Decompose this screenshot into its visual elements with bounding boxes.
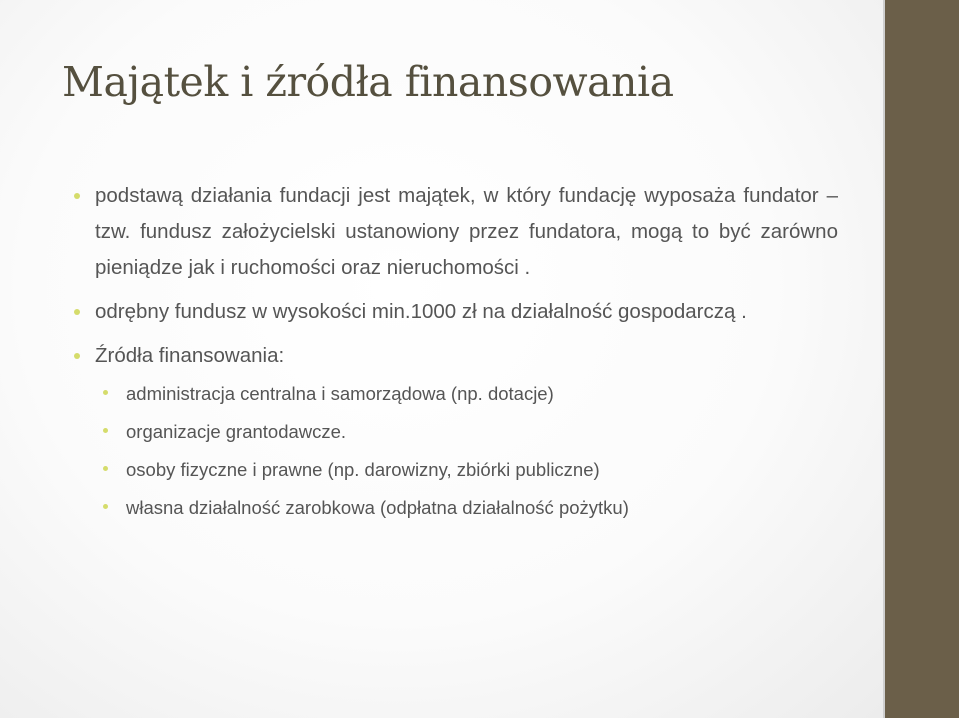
bullet-text: podstawą działania fundacji jest majątek, w który fundację wyposaża fundator – tzw. fundusz założycielski ustanowiony przez fundatora, mogą to być zarówno pieniądze jak i ruchomości oraz nieruchomości . (95, 184, 838, 279)
sub-bullet-item (70, 414, 838, 450)
sub-bullet-text: osoby fizyczne i prawne (np. darowizny, zbiórki publiczne) (126, 459, 600, 480)
sub-bullet-item (70, 376, 838, 412)
bullet-item (70, 294, 838, 330)
bullet-dot-icon (74, 193, 80, 199)
sub-bullet-dot-icon (103, 390, 108, 395)
sub-bullet-text: organizacje grantodawcze. (126, 421, 347, 442)
sub-bullet-dot-icon (103, 428, 108, 433)
slide-content (70, 178, 838, 526)
sub-bullet-item (70, 490, 838, 526)
decorative-side-bar (883, 0, 959, 718)
sub-bullet-dot-icon (103, 504, 108, 509)
bullet-text: Źródła finansowania: (95, 344, 285, 367)
bullet-item (70, 178, 838, 286)
sub-bullet-item (70, 452, 838, 488)
bullet-item (70, 338, 838, 374)
slide-title: Majątek i źródła finansowania (62, 58, 674, 106)
bullet-text: odrębny fundusz w wysokości min.1000 zł na działalność gospodarczą . (95, 300, 747, 323)
sub-bullet-dot-icon (103, 466, 108, 471)
bullet-dot-icon (74, 309, 80, 315)
sub-bullet-text: administracja centralna i samorządowa (np. dotacje) (126, 383, 554, 404)
sub-bullet-text: własna działalność zarobkowa (odpłatna działalność pożytku) (126, 497, 629, 518)
bullet-dot-icon (74, 353, 80, 359)
